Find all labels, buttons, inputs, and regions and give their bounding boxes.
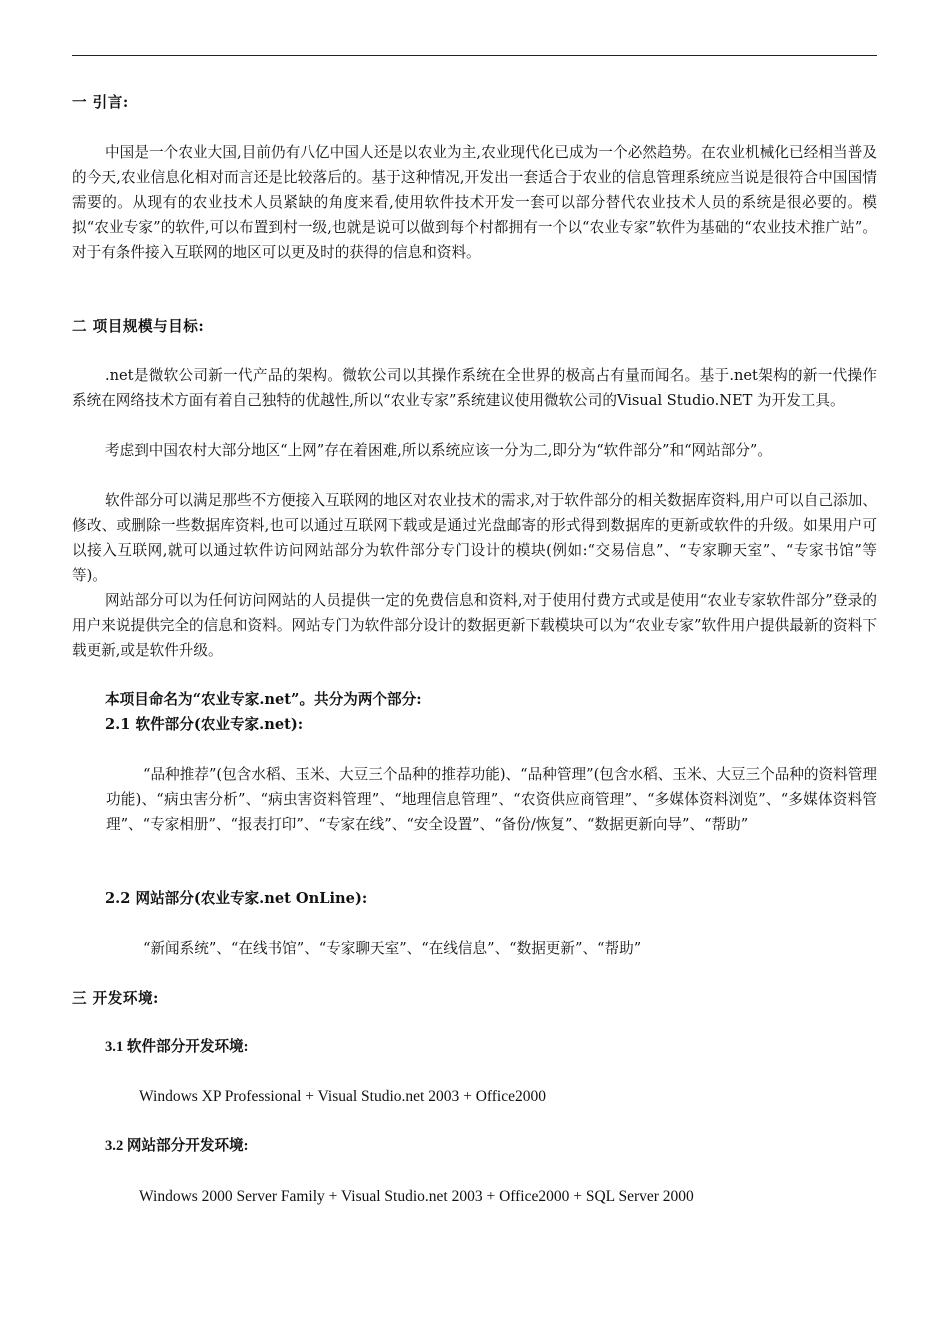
scope-paragraph-website: 网站部分可以为任何访问网站的人员提供一定的免费信息和资料,对于使用付费方式或是使用“农业专家软件部分”登录的用户来说提供完全的信息和资料。网站专门为软件部分设计的数据更新下载模块可以为“农业专家”软件用户提供最新的资料下载更新,或是软件升级。 bbox=[72, 592, 877, 659]
website-part-heading: 2.2 网站部分(农业专家.net OnLine): bbox=[105, 890, 368, 907]
scope-paragraph-net: .net是微软公司新一代产品的架构。微软公司以其操作系统在全世界的极高占有量而闻名。基于.net架构的新一代操作系统在网络技术方面有着自己独特的优越性,所以“农业专家”系统建议使用微软公司的Visual Studio.NET 为开发工具。 bbox=[72, 367, 877, 409]
project-name-line: 本项目命名为“农业专家.net”。共分为两个部分: bbox=[105, 691, 422, 708]
intro-paragraph: 中国是一个农业大国,目前仍有八亿中国人还是以农业为主,农业现代化已成为一个必然趋势。在农业机械化已经相当普及的今天,农业信息化相对而言还是比较落后的。基于这种情况,开发出一套适合于农业的信息管理系统应当说是很符合中国国情需要的。从现有的农业技术人员紧缺的角度来看,使用软件技术开发一套可以部分替代农业技术人员的系统是很必要的。模拟“农业专家”的软件,可以布置到村一级,也就是说可以做到每个村都拥有一个以“农业专家”软件为基础的“农业技术推广站”。对于有条件接入互联网的地区可以更及时的获得的信息和资料。 bbox=[72, 144, 877, 261]
website-module-list: “新闻系统”、“在线书馆”、“专家聊天室”、“在线信息”、“数据更新”、“帮助” bbox=[143, 940, 642, 957]
section-heading-scope: 二 项目规模与目标: bbox=[72, 318, 205, 335]
scope-paragraph-software: 软件部分可以满足那些不方便接入互联网的地区对农业技术的需求,对于软件部分的相关数据库资料,用户可以自己添加、修改、或删除一些数据库资料,也可以通过互联网下载或是通过光盘邮寄的形式得到数据库的更新或软件的升级。如果用户可以接入互联网,就可以通过软件访问网站部分为软件部分专门设计的模块(例如:“交易信息”、“专家聊天室”、“专家书馆”等等)。 bbox=[72, 492, 877, 584]
software-part-heading: 2.1 软件部分(农业专家.net): bbox=[105, 716, 304, 733]
header-rule bbox=[72, 55, 877, 56]
website-env-text: Windows 2000 Server Family + Visual Studio.net 2003 + Office2000 + SQL Server 2000 bbox=[139, 1188, 694, 1205]
website-env-heading: 3.2 网站部分开发环境: bbox=[105, 1138, 249, 1154]
software-module-list: “品种推荐”(包含水稻、玉米、大豆三个品种的推荐功能)、“品种管理”(包含水稻、玉米、大豆三个品种的资料管理功能)、“病虫害分析”、“病虫害资料管理”、“地理信息管理”、“农资供应商管理”、“多媒体资料浏览”、“多媒体资料管理”、“专家相册”、“报表打印”、“专家在线”、“安全设置”、“备份/恢复”、“数据更新向导”、“帮助” bbox=[106, 766, 877, 833]
scope-paragraph-split: 考虑到中国农村大部分地区“上网”存在着困难,所以系统应该一分为二,即分为“软件部分”和“网站部分”。 bbox=[105, 442, 772, 459]
section-heading-environment: 三 开发环境: bbox=[72, 990, 159, 1007]
section-heading-intro: 一 引言: bbox=[72, 94, 129, 111]
software-env-heading: 3.1 软件部分开发环境: bbox=[105, 1039, 249, 1055]
software-env-text: Windows XP Professional + Visual Studio.net 2003 + Office2000 bbox=[139, 1088, 546, 1105]
